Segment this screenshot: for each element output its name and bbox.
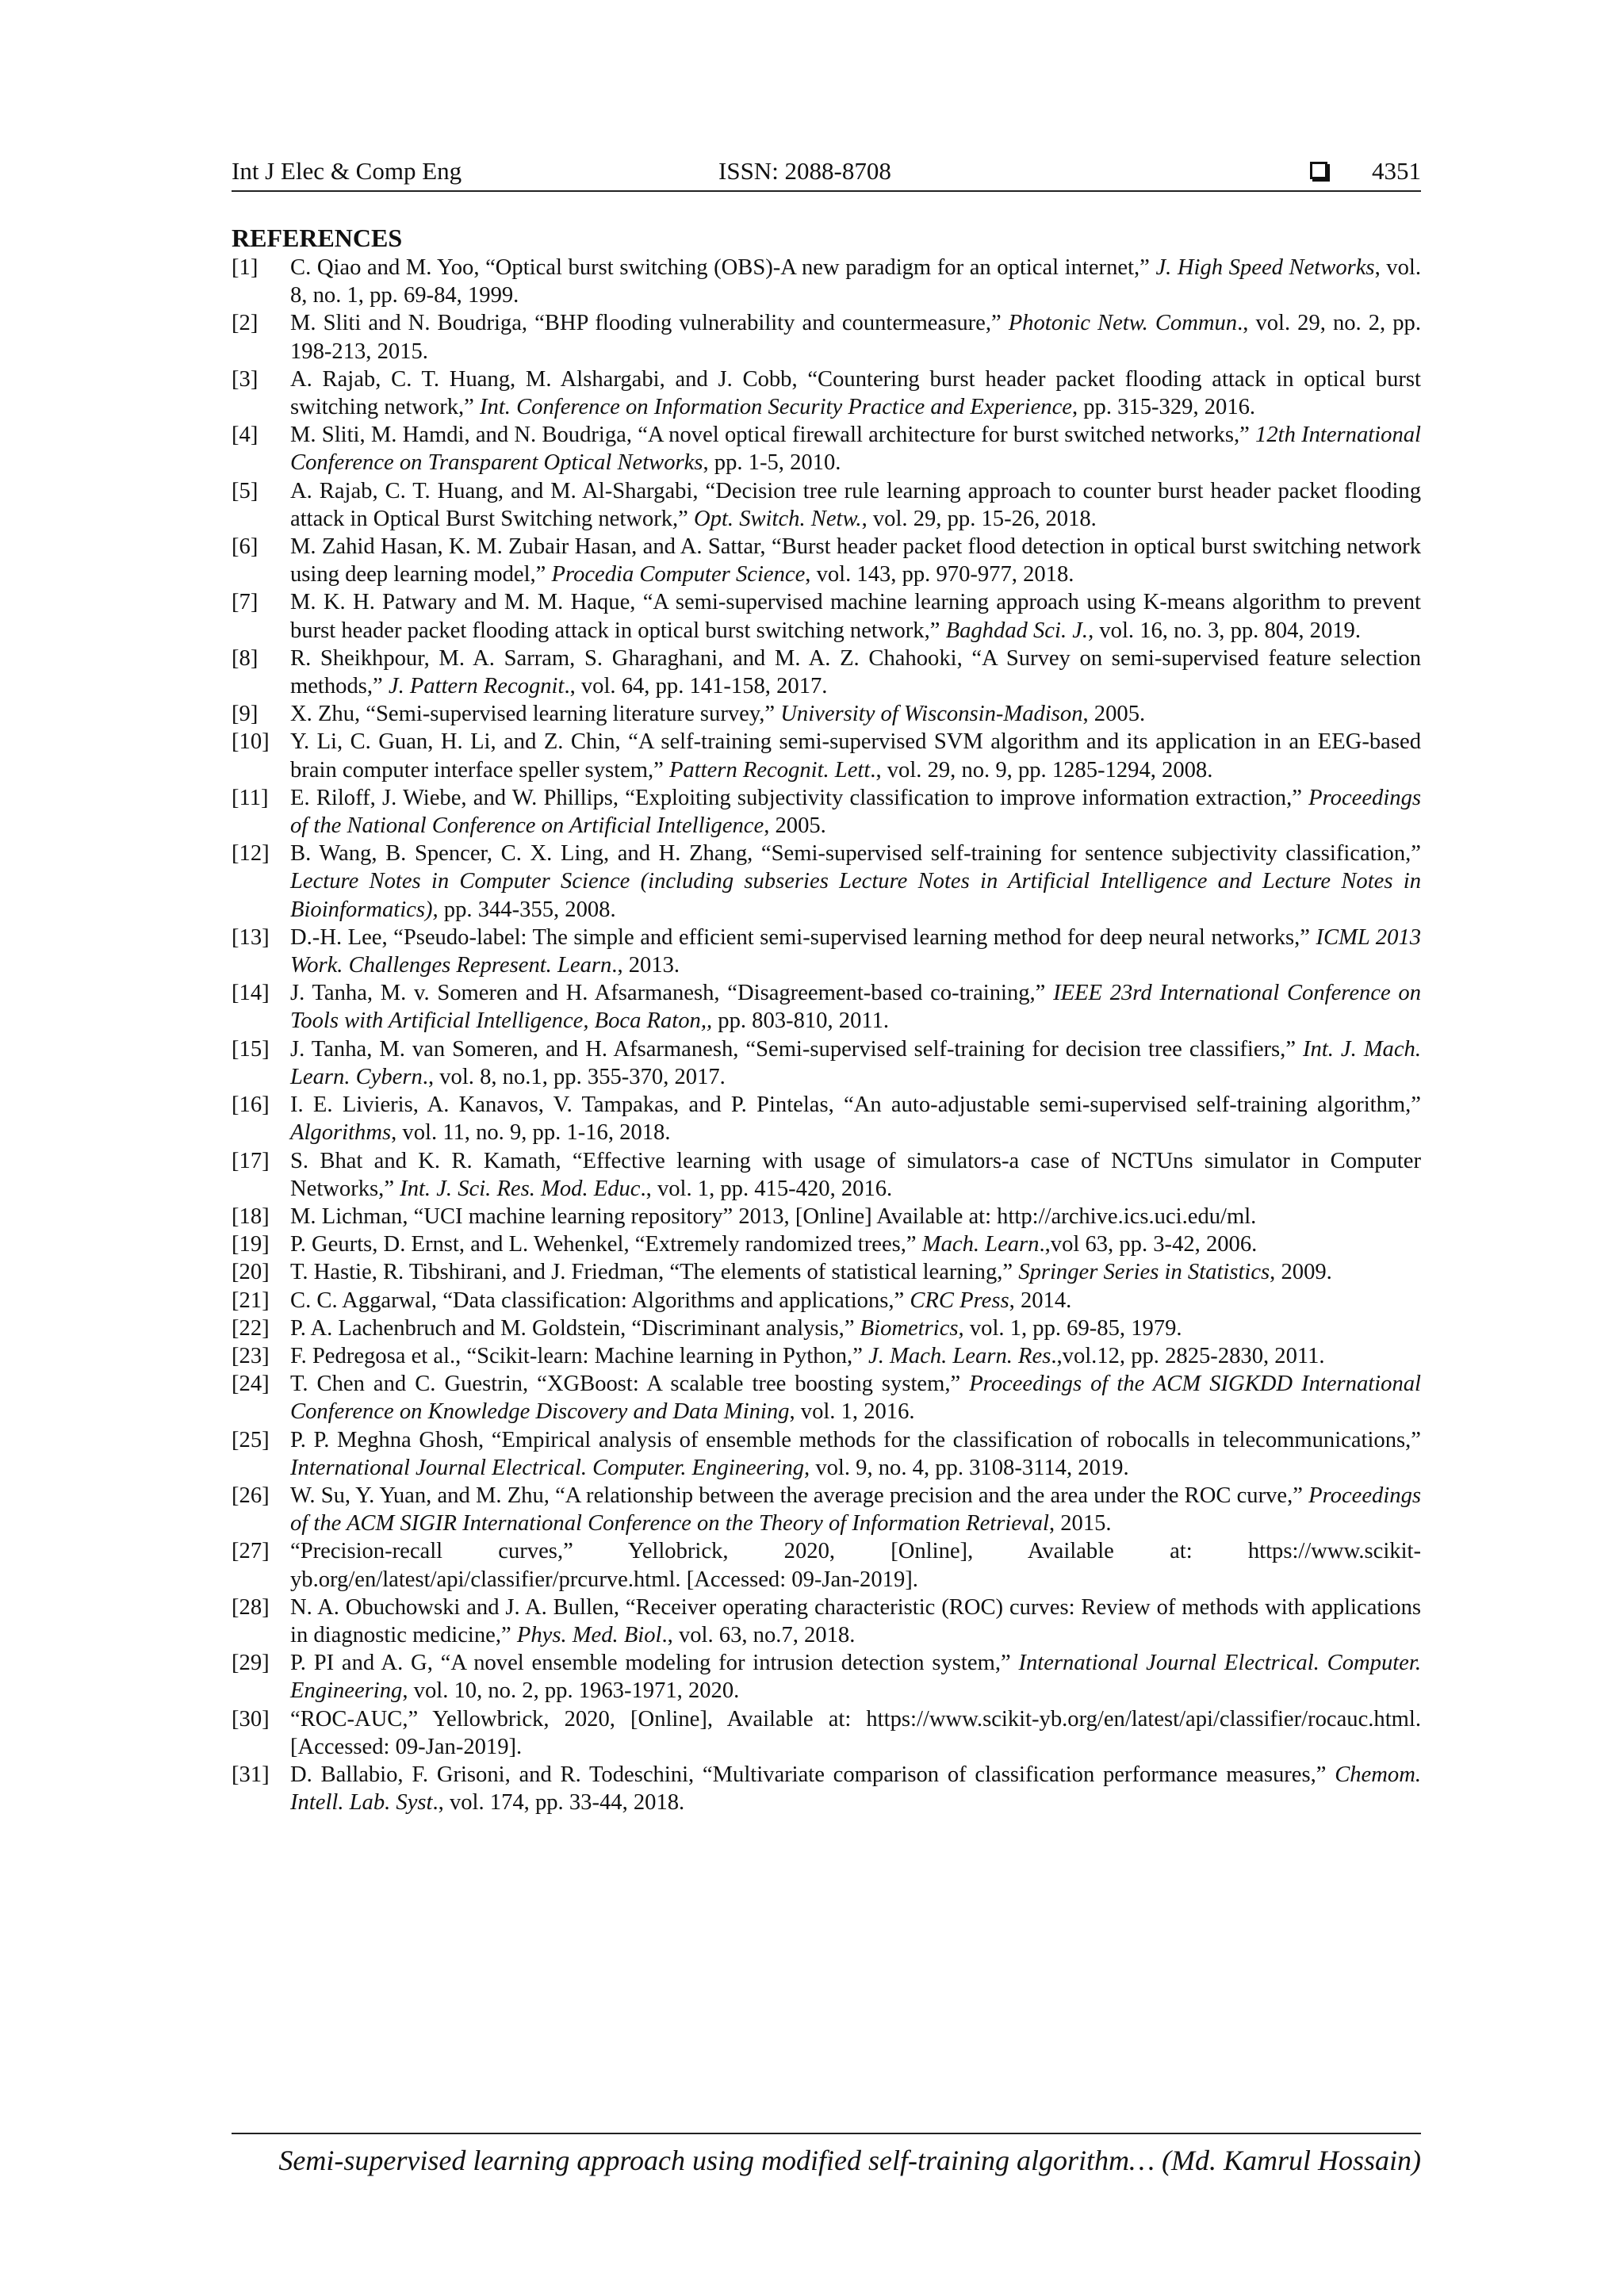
reference-text-segment: X. Zhu, “Semi-supervised learning literature survey,” bbox=[290, 702, 781, 727]
reference-item bbox=[232, 309, 1421, 365]
reference-item bbox=[232, 1594, 1421, 1649]
reference-text-segment: , pp. 315-329, 2016. bbox=[1071, 395, 1256, 420]
reference-item bbox=[232, 1203, 1421, 1230]
reference-source-italic: Proceedings of the ACM SIGKDD International Conference on Knowledge Discovery and Data Mining bbox=[290, 1372, 1421, 1425]
reference-source-italic: J. Mach. Learn. Res bbox=[868, 1343, 1051, 1368]
reference-source-italic: IEEE 23rd International Conference on Tools with Artificial Intelligence, Boca Raton,, bbox=[290, 981, 1421, 1034]
reference-number: [1] bbox=[232, 255, 259, 280]
reference-number: [24] bbox=[232, 1372, 270, 1397]
reference-text-segment: M. K. H. Patwary and M. M. Haque, “A semi-supervised machine learning approach using K-means algorithm to prevent burst header packet flooding attack in optical burst switching network,” bbox=[290, 590, 1421, 643]
footer-running-title: Semi-supervised learning approach using modified self-training algorithm… (Md. Kamrul Hossain) bbox=[278, 2145, 1421, 2176]
reference-item bbox=[232, 1426, 1421, 1482]
reference-number: [4] bbox=[232, 423, 259, 448]
reference-source-italic: Mach. Learn bbox=[921, 1232, 1040, 1257]
reference-text-segment: vol. 1, pp. 69-85, 1979. bbox=[963, 1315, 1182, 1341]
reference-item bbox=[232, 1147, 1421, 1203]
reference-number: [22] bbox=[232, 1315, 270, 1341]
reference-text bbox=[290, 533, 1421, 588]
reference-text-segment: P. Geurts, D. Ernst, and L. Wehenkel, “Extremely randomized trees,” bbox=[290, 1232, 922, 1257]
reference-item bbox=[232, 784, 1421, 840]
reference-item bbox=[232, 365, 1421, 421]
reference-text bbox=[290, 1258, 1421, 1286]
reference-item bbox=[232, 924, 1421, 979]
reference-number: [26] bbox=[232, 1483, 270, 1508]
reference-text-segment: C. C. Aggarwal, “Data classification: Algorithms and applications,” bbox=[290, 1288, 910, 1313]
reference-text-segment: ., vol. 63, no.7, 2018. bbox=[661, 1622, 856, 1647]
reference-text bbox=[290, 477, 1421, 533]
reference-text bbox=[290, 1203, 1421, 1230]
reference-source-italic: Baghdad Sci. J., bbox=[945, 618, 1094, 643]
reference-text-segment: S. Bhat and K. R. Kamath, “Effective learning with usage of simulators-a case of NCTUns simulator in Computer Networks,” bbox=[290, 1148, 1421, 1201]
reference-source-italic: Proceedings of the ACM SIGIR International Conference on the Theory of Information Retrieval bbox=[290, 1483, 1421, 1536]
reference-text-segment: , vol. 10, no. 2, pp. 1963-1971, 2020. bbox=[402, 1678, 740, 1704]
reference-text-segment: , vol. 1, 2016. bbox=[789, 1399, 915, 1425]
reference-item bbox=[232, 1370, 1421, 1425]
reference-item bbox=[232, 979, 1421, 1035]
reference-number: [11] bbox=[232, 785, 269, 810]
reference-source-italic: 12th International Conference on Transparent Optical Networks bbox=[290, 423, 1421, 476]
reference-text-segment: R. Sheikhpour, M. A. Sarram, S. Gharaghani, and M. A. Z. Chahooki, “A Survey on semi-supervised feature selection methods,” bbox=[290, 645, 1421, 699]
reference-item bbox=[232, 477, 1421, 533]
reference-text-segment: J. Tanha, M. v. Someren and H. Afsarmanesh, “Disagreement-based co-training,” bbox=[290, 981, 1054, 1006]
reference-source-italic: Proceedings of the National Conference on Artificial Intelligence bbox=[290, 785, 1421, 839]
reference-list bbox=[232, 254, 1421, 1816]
reference-text bbox=[290, 1594, 1421, 1649]
reference-text-segment: F. Pedregosa et al., “Scikit-learn: Machine learning in Python,” bbox=[290, 1343, 869, 1368]
reference-source-italic: Lecture Notes in Computer Science (including subseries Lecture Notes in Artificial Intelligence and Lecture Notes in Bioinformatics), bbox=[290, 869, 1421, 922]
reference-number: [18] bbox=[232, 1203, 270, 1229]
reference-text-segment: I. E. Livieris, A. Kanavos, V. Tampakas, and P. Pintelas, “An auto-adjustable semi-supervised self-training algorithm,” bbox=[290, 1093, 1421, 1118]
reference-text-segment: C. Qiao and M. Yoo, “Optical burst switching (OBS)-A new paradigm for an optical internet,” bbox=[290, 255, 1156, 280]
reference-item bbox=[232, 645, 1421, 700]
reference-item bbox=[232, 1287, 1421, 1314]
reference-source-italic: Photonic Netw. Commun bbox=[1008, 311, 1238, 336]
reference-text-segment: M. Lichman, “UCI machine learning repository” 2013, [Online] Available at: http://archive.ics.uci.edu/ml. bbox=[290, 1203, 1257, 1229]
reference-text-segment: , vol. 143, pp. 970-977, 2018. bbox=[805, 562, 1074, 587]
reference-text bbox=[290, 365, 1421, 421]
reference-source-italic: J. Pattern Recognit bbox=[388, 674, 565, 699]
reference-text bbox=[290, 588, 1421, 644]
reference-number: [16] bbox=[232, 1093, 270, 1118]
reference-text-segment: P. PI and A. G, “A novel ensemble modeling for intrusion detection system,” bbox=[290, 1651, 1019, 1676]
reference-text bbox=[290, 728, 1421, 783]
reference-source-italic: Biometrics, bbox=[860, 1315, 964, 1341]
reference-text bbox=[290, 1370, 1421, 1425]
reference-text-segment: ., 2013. bbox=[611, 953, 680, 978]
reference-number: [9] bbox=[232, 702, 259, 727]
reference-text-segment: ., vol. 29, no. 9, pp. 1285-1294, 2008. bbox=[870, 757, 1213, 783]
reference-text bbox=[290, 1537, 1421, 1593]
reference-source-italic: University of Wisconsin-Madison bbox=[780, 702, 1083, 727]
reference-item bbox=[232, 1705, 1421, 1761]
reference-item bbox=[232, 1649, 1421, 1705]
reference-source-italic: Procedia Computer Science bbox=[551, 562, 806, 587]
reference-number: [2] bbox=[232, 311, 259, 336]
reference-text-segment: pp. 803-810, 2011. bbox=[712, 1008, 890, 1034]
reference-item bbox=[232, 254, 1421, 309]
reference-text-segment: J. Tanha, M. van Someren, and H. Afsarmanesh, “Semi-supervised self-training for decision tree classifiers,” bbox=[290, 1036, 1303, 1062]
reference-text-segment: , vol. 29, pp. 15-26, 2018. bbox=[861, 506, 1097, 531]
reference-text-segment: “ROC-AUC,” Yellowbrick, 2020, [Online], Available at: https://www.scikit-yb.org/en/latest/api/classifier/rocauc.html. [Accessed: 09-Jan-2019]. bbox=[290, 1706, 1421, 1759]
reference-source-italic: Phys. Med. Biol bbox=[516, 1622, 662, 1647]
reference-number: [8] bbox=[232, 645, 259, 671]
reference-text-segment: , 2005. bbox=[764, 813, 826, 839]
reference-source-italic: ICML 2013 Work. Challenges Represent. Learn bbox=[290, 924, 1421, 978]
reference-text bbox=[290, 1649, 1421, 1705]
reference-text-segment: vol. 16, no. 3, pp. 804, 2019. bbox=[1094, 618, 1362, 643]
reference-number: [7] bbox=[232, 590, 259, 615]
reference-item bbox=[232, 1230, 1421, 1258]
reference-text-segment: M. Sliti, M. Hamdi, and N. Boudriga, “A novel optical firewall architecture for burst switched networks,” bbox=[290, 423, 1256, 448]
page-number: 4351 bbox=[1372, 157, 1421, 185]
reference-text-segment: ., vol. 174, pp. 33-44, 2018. bbox=[432, 1790, 685, 1816]
reference-text-segment: pp. 344-355, 2008. bbox=[438, 897, 616, 922]
reference-text bbox=[290, 1314, 1421, 1342]
reference-text bbox=[290, 1342, 1421, 1370]
reference-number: [27] bbox=[232, 1539, 270, 1564]
reference-number: [15] bbox=[232, 1036, 270, 1062]
reference-number: [19] bbox=[232, 1232, 270, 1257]
reference-number: [14] bbox=[232, 981, 270, 1006]
reference-text-segment: , pp. 1-5, 2010. bbox=[703, 450, 841, 476]
reference-text bbox=[290, 645, 1421, 700]
reference-item bbox=[232, 1342, 1421, 1370]
reference-text-segment: D. Ballabio, F. Grisoni, and R. Todeschini, “Multivariate comparison of classification performance measures,” bbox=[290, 1762, 1335, 1787]
reference-text-segment: T. Chen and C. Guestrin, “XGBoost: A scalable tree boosting system,” bbox=[290, 1372, 970, 1397]
reference-number: [28] bbox=[232, 1594, 270, 1620]
reference-text bbox=[290, 421, 1421, 476]
reference-number: [5] bbox=[232, 478, 259, 503]
reference-source-italic: Int. J. Sci. Res. Mod. Educ bbox=[400, 1176, 641, 1201]
reference-text-segment: , 2005. bbox=[1082, 702, 1146, 727]
reference-text-segment: Y. Li, C. Guan, H. Li, and Z. Chin, “A self-training semi-supervised SVM algorithm and its application in an EEG-based brain computer interface speller system,” bbox=[290, 729, 1421, 783]
square-box-icon bbox=[1310, 162, 1327, 179]
reference-source-italic: International Journal Electrical. Computer. Engineering, bbox=[290, 1455, 810, 1480]
reference-source-italic: CRC Press bbox=[910, 1288, 1009, 1313]
reference-number: [23] bbox=[232, 1343, 270, 1368]
reference-item bbox=[232, 1482, 1421, 1537]
reference-source-italic: Int. J. Mach. Learn. Cybern bbox=[290, 1036, 1421, 1089]
reference-text-segment: .,vol 63, pp. 3-42, 2006. bbox=[1039, 1232, 1258, 1257]
reference-text bbox=[290, 784, 1421, 840]
reference-text bbox=[290, 1035, 1421, 1091]
reference-text-segment: , vol. 8, no. 1, pp. 69-84, 1999. bbox=[290, 255, 1421, 308]
reference-text-segment: .,vol.12, pp. 2825-2830, 2011. bbox=[1051, 1343, 1325, 1368]
reference-item bbox=[232, 421, 1421, 476]
reference-item bbox=[232, 1314, 1421, 1342]
footer-divider bbox=[232, 2133, 1421, 2134]
reference-text-segment: N. A. Obuchowski and J. A. Bullen, “Receiver operating characteristic (ROC) curves: Review of methods with applications in diagnostic medicine,” bbox=[290, 1594, 1421, 1647]
reference-number: [29] bbox=[232, 1651, 270, 1676]
reference-number: [17] bbox=[232, 1148, 270, 1173]
running-header bbox=[232, 155, 1421, 192]
reference-text-segment: , 2015. bbox=[1048, 1511, 1112, 1536]
reference-number: [13] bbox=[232, 924, 270, 950]
reference-item bbox=[232, 1537, 1421, 1593]
reference-text bbox=[290, 254, 1421, 309]
reference-item bbox=[232, 1761, 1421, 1816]
reference-item bbox=[232, 1091, 1421, 1146]
reference-text-segment: B. Wang, B. Spencer, C. X. Ling, and H. Zhang, “Semi-supervised self-training for sentence subjectivity classification,” bbox=[290, 841, 1421, 867]
references-heading: REFERENCES bbox=[232, 224, 403, 252]
reference-item bbox=[232, 1035, 1421, 1091]
reference-text bbox=[290, 840, 1421, 924]
reference-text-segment: T. Hastie, R. Tibshirani, and J. Friedman, “The elements of statistical learning,” bbox=[290, 1260, 1019, 1285]
reference-text-segment: A. Rajab, C. T. Huang, and M. Al-Shargabi, “Decision tree rule learning approach to counter burst header packet flooding attack in Optical Burst Switching network,” bbox=[290, 478, 1421, 531]
reference-source-italic: Int. Conference on Information Security Practice and Experience bbox=[480, 395, 1072, 420]
reference-number: [25] bbox=[232, 1427, 270, 1452]
reference-text-segment: , 2009. bbox=[1270, 1260, 1332, 1285]
issn-label: ISSN: 2088-8708 bbox=[718, 157, 891, 185]
reference-text bbox=[290, 309, 1421, 365]
reference-number: [3] bbox=[232, 366, 259, 392]
reference-text-segment: vol. 9, no. 4, pp. 3108-3114, 2019. bbox=[810, 1455, 1129, 1480]
reference-text bbox=[290, 1230, 1421, 1258]
reference-item bbox=[232, 588, 1421, 644]
reference-text-segment: ., vol. 1, pp. 415-420, 2016. bbox=[640, 1176, 893, 1201]
reference-text-segment: D.-H. Lee, “Pseudo-label: The simple and efficient semi-supervised learning method for deep neural networks,” bbox=[290, 924, 1316, 950]
reference-text-segment: ., vol. 64, pp. 141-158, 2017. bbox=[564, 674, 828, 699]
reference-text-segment: P. A. Lachenbruch and M. Goldstein, “Discriminant analysis,” bbox=[290, 1315, 860, 1341]
reference-source-italic: Chemom. Intell. Lab. Syst bbox=[290, 1762, 1421, 1816]
reference-item bbox=[232, 728, 1421, 783]
reference-source-italic: Algorithms bbox=[290, 1120, 392, 1146]
reference-number: [30] bbox=[232, 1706, 270, 1732]
reference-text bbox=[290, 1482, 1421, 1537]
reference-source-italic: J. High Speed Networks bbox=[1155, 255, 1375, 280]
reference-text bbox=[290, 1426, 1421, 1482]
reference-number: [10] bbox=[232, 729, 270, 755]
reference-number: [12] bbox=[232, 841, 270, 867]
reference-source-italic: Springer Series in Statistics bbox=[1018, 1260, 1270, 1285]
reference-text-segment: “Precision-recall curves,” Yellobrick, 2020, [Online], Available at: https://www.scikit-yb.org/en/latest/api/classifier/prcurve.html. [Accessed: 09-Jan-2019]. bbox=[290, 1539, 1421, 1592]
reference-text bbox=[290, 1147, 1421, 1203]
reference-text-segment: ., vol. 8, no.1, pp. 355-370, 2017. bbox=[422, 1064, 726, 1089]
reference-text bbox=[290, 1705, 1421, 1761]
reference-text bbox=[290, 700, 1421, 728]
reference-text-segment: ., vol. 29, no. 2, pp. 198-213, 2015. bbox=[290, 311, 1421, 364]
reference-text-segment: M. Sliti and N. Boudriga, “BHP flooding vulnerability and countermeasure,” bbox=[290, 311, 1009, 336]
reference-item bbox=[232, 533, 1421, 588]
reference-number: [20] bbox=[232, 1260, 270, 1285]
reference-text-segment: E. Riloff, J. Wiebe, and W. Phillips, “Exploiting subjectivity classification to improve information extraction,” bbox=[290, 785, 1309, 810]
journal-name: Int J Elec & Comp Eng bbox=[232, 157, 462, 185]
reference-source-italic: Opt. Switch. Netw. bbox=[694, 506, 862, 531]
reference-source-italic: Pattern Recognit. Lett bbox=[668, 757, 871, 783]
reference-number: [6] bbox=[232, 534, 259, 560]
reference-text-segment: , 2014. bbox=[1009, 1288, 1072, 1313]
reference-text bbox=[290, 1287, 1421, 1314]
reference-text-segment: W. Su, Y. Yuan, and M. Zhu, “A relationship between the average precision and the area under the ROC curve,” bbox=[290, 1483, 1309, 1508]
reference-source-italic: International Journal Electrical. Computer. Engineering bbox=[290, 1651, 1421, 1704]
reference-text-segment: P. P. Meghna Ghosh, “Empirical analysis of ensemble methods for the classification of robocalls in telecommunications,” bbox=[290, 1427, 1421, 1452]
reference-text bbox=[290, 924, 1421, 979]
reference-text bbox=[290, 1761, 1421, 1816]
reference-number: [21] bbox=[232, 1288, 270, 1313]
reference-text bbox=[290, 979, 1421, 1035]
reference-item bbox=[232, 1258, 1421, 1286]
reference-item bbox=[232, 840, 1421, 924]
reference-text bbox=[290, 1091, 1421, 1146]
reference-number: [31] bbox=[232, 1762, 270, 1787]
reference-item bbox=[232, 700, 1421, 728]
reference-text-segment: , vol. 11, no. 9, pp. 1-16, 2018. bbox=[391, 1120, 671, 1146]
reference-text-segment: A. Rajab, C. T. Huang, M. Alshargabi, and J. Cobb, “Countering burst header packet flooding attack in optical burst switching network,” bbox=[290, 366, 1421, 420]
reference-text-segment: M. Zahid Hasan, K. M. Zubair Hasan, and A. Sattar, “Burst header packet flood detection in optical burst switching network using deep learning model,” bbox=[290, 534, 1421, 587]
